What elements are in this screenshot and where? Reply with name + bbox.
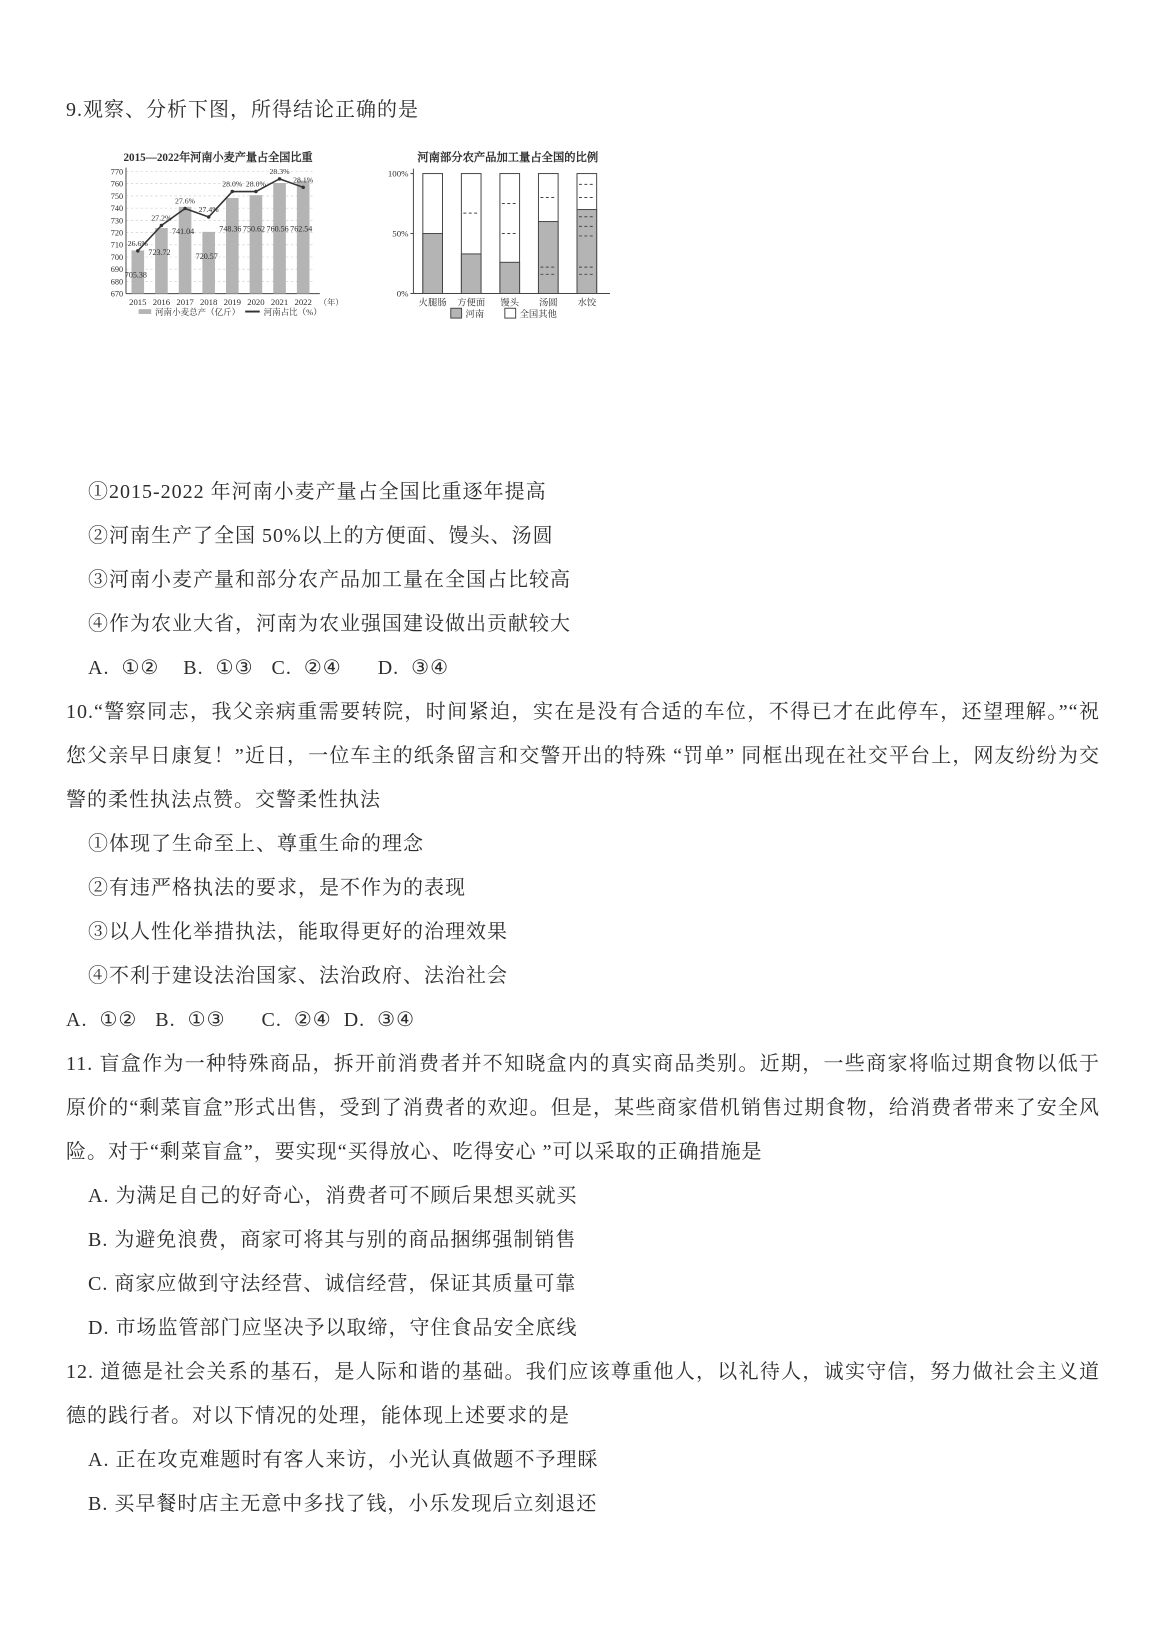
- svg-text:全国其他: 全国其他: [519, 310, 557, 321]
- svg-text:0%: 0%: [396, 288, 409, 299]
- svg-text:750.62: 750.62: [242, 224, 266, 234]
- svg-text:750: 750: [110, 191, 124, 201]
- svg-text:2015: 2015: [129, 297, 147, 308]
- svg-text:26.6%: 26.6%: [127, 239, 148, 249]
- question-10-stem: 10.“警察同志，我父亲病重需要转院，时间紧迫，实在是没有合适的车位，不得已才在此停车，还望理解。”“祝您父亲早日康复！”近日，一位车主的纸条留言和交警开出的特殊 “罚单” 同框出现在社交平台上，网友纷纷为交警的柔性执法点赞。交警柔性执法: [66, 701, 1100, 811]
- svg-text:2021: 2021: [270, 297, 289, 308]
- q10-statement-2: ②有违严格执法的要求，是不作为的表现: [88, 877, 466, 899]
- svg-text:2019: 2019: [223, 297, 242, 308]
- svg-text:27.6%: 27.6%: [175, 196, 196, 206]
- svg-text:100%: 100%: [387, 168, 409, 179]
- question-11-stem: 11. 盲盒作为一种特殊商品，拆开前消费者并不知晓盒内的真实商品类别。近期，一些商家将临过期食物以低于原价的“剩菜盲盒”形式出售，受到了消费者的欢迎。但是，某些商家借机销售过期食物，给消费者带来了安全风险。对于“剩菜盲盒”，要实现“买得放心、吃得安心 ”可以采取的正确措施是: [66, 1053, 1100, 1163]
- svg-text:28.3%: 28.3%: [269, 166, 290, 176]
- svg-text:748.36: 748.36: [219, 224, 242, 234]
- svg-text:700: 700: [110, 252, 124, 262]
- agri-processing-chart: [372, 148, 624, 326]
- svg-text:水饺: 水饺: [577, 298, 597, 309]
- svg-text:28.0%: 28.0%: [245, 179, 266, 189]
- q11-option-b: B. 为避免浪费，商家可将其与别的商品捆绑强制销售: [88, 1229, 577, 1251]
- svg-text:河南: 河南: [465, 310, 485, 321]
- q11-option-c: C. 商家应做到守法经营、诚信经营，保证其质量可靠: [88, 1273, 577, 1295]
- svg-text:27.2%: 27.2%: [151, 213, 172, 223]
- question-9-stem: 9.观察、分析下图，所得结论正确的是: [66, 99, 419, 121]
- svg-text:28.1%: 28.1%: [293, 175, 314, 185]
- svg-text:27.4%: 27.4%: [198, 205, 219, 215]
- q10-statement-3: ③以人性化举措执法，能取得更好的治理效果: [88, 921, 508, 943]
- svg-text:（年）: （年）: [318, 298, 344, 308]
- svg-text:760.56: 760.56: [266, 224, 289, 234]
- q9-statement-4: ④作为农业大省，河南为农业强国建设做出贡献较大: [88, 613, 571, 635]
- svg-text:705.38: 705.38: [124, 270, 147, 280]
- question-12-stem: 12. 道德是社会关系的基石，是人际和谐的基础。我们应该尊重他人，以礼待人，诚实守信，努力做社会主义道德的践行者。对以下情况的处理，能体现上述要求的是: [66, 1361, 1100, 1427]
- q10-statement-4: ④不利于建设法治国家、法治政府、法治社会: [88, 965, 508, 987]
- svg-text:2020: 2020: [247, 297, 265, 308]
- svg-text:670: 670: [110, 289, 124, 299]
- svg-text:690: 690: [110, 265, 124, 275]
- svg-text:50%: 50%: [392, 228, 409, 239]
- svg-text:680: 680: [110, 277, 124, 287]
- q12-option-a: A. 正在攻克难题时有客人来访，小光认真做题不予理睬: [88, 1449, 599, 1471]
- svg-text:2022: 2022: [294, 297, 312, 308]
- svg-text:741.04: 741.04: [172, 227, 195, 237]
- svg-text:河南占比（%）: 河南占比（%）: [263, 306, 322, 317]
- q10-answer-choices: A. ①② B. ①③ C. ②④ D. ③④: [66, 1009, 416, 1031]
- svg-text:770: 770: [110, 167, 124, 177]
- svg-text:2017: 2017: [176, 297, 194, 308]
- q9-statement-2: ②河南生产了全国 50%以上的方便面、馒头、汤圆: [88, 525, 554, 547]
- q10-statement-1: ①体现了生命至上、尊重生命的理念: [88, 833, 424, 855]
- svg-text:河南小麦总产（亿斤）: 河南小麦总产（亿斤）: [155, 306, 241, 317]
- svg-text:720.57: 720.57: [195, 252, 218, 262]
- svg-text:28.0%: 28.0%: [222, 179, 243, 189]
- svg-text:760: 760: [110, 179, 124, 189]
- svg-text:火腿肠: 火腿肠: [418, 298, 447, 309]
- svg-text:2015—2022年河南小麦产量占全国比重: 2015—2022年河南小麦产量占全国比重: [123, 151, 313, 164]
- svg-text:730: 730: [110, 216, 124, 226]
- svg-text:2018: 2018: [199, 297, 218, 308]
- svg-text:720: 720: [110, 228, 124, 238]
- q11-option-a: A. 为满足自己的好奇心，消费者可不顾后果想买就买: [88, 1185, 578, 1207]
- q9-statement-1: ①2015-2022 年河南小麦产量占全国比重逐年提高: [88, 481, 547, 503]
- svg-text:河南部分农产品加工量占全国的比例: 河南部分农产品加工量占全国的比例: [417, 151, 599, 164]
- svg-text:710: 710: [110, 240, 124, 250]
- svg-text:762.54: 762.54: [290, 224, 313, 234]
- q9-answer-choices: A. ①② B. ①③ C. ②④ D. ③④: [88, 657, 450, 679]
- svg-text:汤圆: 汤圆: [538, 298, 558, 309]
- blank-gap: [66, 326, 1100, 470]
- q9-statement-3: ③河南小麦产量和部分农产品加工量在全国占比较高: [88, 569, 571, 591]
- svg-text:方便面: 方便面: [457, 298, 486, 309]
- q12-option-b: B. 买早餐时店主无意中多找了钱，小乐发现后立刻退还: [88, 1493, 598, 1515]
- svg-text:740: 740: [110, 204, 124, 214]
- question-9-charts: [94, 148, 1100, 326]
- svg-text:2016: 2016: [152, 297, 171, 308]
- wheat-production-chart: [94, 148, 346, 326]
- svg-text:723.72: 723.72: [148, 248, 171, 258]
- svg-text:馒头: 馒头: [500, 298, 520, 309]
- q11-option-d: D. 市场监管部门应坚决予以取缔，守住食品安全底线: [88, 1317, 578, 1339]
